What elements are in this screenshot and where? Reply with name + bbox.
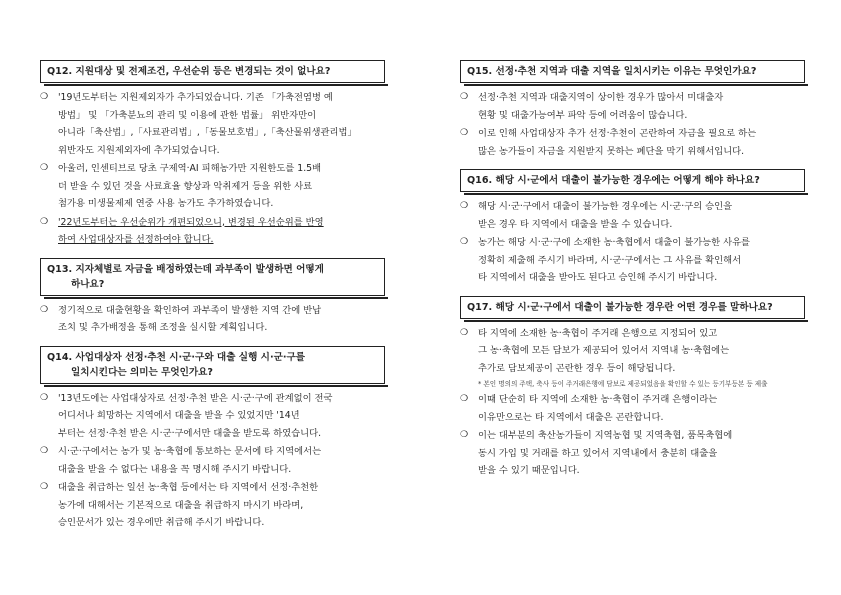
answer-line: 그 농·축협에 모든 담보가 제공되어 있어서 지역내 농·축협에는 xyxy=(478,345,730,356)
answer-line: ❍ 시·군·구에서는 농가 및 농·축협에 통보하는 문서에 타 지역에서는 xyxy=(58,446,322,457)
right-column xyxy=(460,60,805,489)
question-text: 하나요? xyxy=(71,278,105,290)
answer-line: 현황 및 대출가능여부 파악 등에 어려움이 많습니다. xyxy=(478,109,688,121)
question-text: Q16. 해당 시·군에서 대출이 불가능한 경우에는 어떻게 해야 하나요? xyxy=(467,175,760,186)
answer-line: ❍ 이는 대부분의 축산농가들이 지역농협 및 지역축협, 품목축협에 xyxy=(478,430,733,441)
answer-line: ❍ 아울러, 인센티브로 당초 구제역·AI 피해농가만 지원한도를 1.5배 xyxy=(58,163,322,174)
answer-line: ❍ 선정·추천 지역과 대출지역이 상이한 경우가 많아서 미대출자 xyxy=(478,92,724,103)
answer-line: ❍ 해당 시·군·구에서 대출이 불가능한 경우에는 시·군·구의 승인을 xyxy=(478,201,733,212)
answer-line: 조치 및 추가배정을 통해 조정을 실시할 계획입니다. xyxy=(58,322,268,333)
answer-line: 정확히 제출해 주시기 바라며, 시·군·구에서는 그 사유를 확인해서 xyxy=(478,254,742,266)
question-heading xyxy=(460,296,805,319)
question-heading xyxy=(460,169,805,192)
answer-line: ❍ '19년도부터는 지원제외자가 추가되었습니다. 기존 「가축전염병 예 xyxy=(58,92,333,103)
answer-bullet xyxy=(40,160,385,213)
answer-line: 하여 사업대상자를 선정하여야 합니다. xyxy=(58,234,214,245)
question-heading xyxy=(40,258,385,296)
answer-bullet xyxy=(460,234,805,287)
answer-line: ❍ 타 지역에 소재한 농·축협이 주거래 은행으로 지정되어 있고 xyxy=(478,327,718,339)
answer-line: ❍ 이로 인해 사업대상자 추가 선정·추천이 곤란하여 자금을 필요로 하는 xyxy=(478,128,757,139)
answer-bullet xyxy=(40,479,385,532)
left-column xyxy=(40,60,385,541)
answer-line: 많은 농가들이 자금을 지원받지 못하는 폐단을 막기 위해서입니다. xyxy=(478,145,745,157)
answer-bullet xyxy=(460,89,805,124)
answer-bullet xyxy=(460,125,805,160)
question-text: Q13. 지자체별로 자금을 배정하였는데 과부족이 발생하면 어떻게 xyxy=(47,263,324,275)
answer-bullet xyxy=(460,391,805,426)
question-heading xyxy=(460,60,805,83)
answer-bullet xyxy=(460,325,805,378)
answer-line: ❍ 정기적으로 대출현황을 확인하여 과부족이 발생한 지역 간에 반납 xyxy=(58,304,322,316)
answer-line: 방법」 및 「가축분뇨의 관리 및 이용에 관한 법률」 위반자만이 xyxy=(58,109,317,121)
answer-bullet xyxy=(40,302,385,337)
question-text: Q14. 사업대상자 선정·추천 시·군·구와 대출 실행 시·군·구를 xyxy=(47,351,306,363)
answer-line: ❍ '13년도에는 사업대상자로 선정·추천 받은 시·군·구에 관계없이 전국 xyxy=(58,392,333,404)
answer-line: ❍ 농가는 해당 시·군·구에 소재한 농·축협에서 대출이 불가능한 사유를 xyxy=(478,237,751,248)
answer-line: 어디서나 희망하는 지역에서 대출을 받을 수 있었지만 '14년 xyxy=(58,410,300,421)
question-text: Q12. 지원대상 및 전제조건, 우선순위 등은 변경되는 것이 없나요? xyxy=(47,66,331,77)
answer-line: 위반자도 지원제외자에 추가되었습니다. xyxy=(58,144,220,156)
answer-line: 농가에 대해서는 기본적으로 대출을 취급하지 마시기 바라며, xyxy=(58,499,304,511)
answer-line: ❍ 이때 단순히 타 지역에 소재한 농·축협이 주거래 은행이라는 xyxy=(478,394,718,405)
answer-line: 이유만으로는 타 지역에서 대출은 곤란합니다. xyxy=(478,411,664,423)
question-text: Q17. 해당 시·군·구에서 대출이 불가능한 경우란 어떤 경우를 말하나요? xyxy=(467,301,773,313)
question-heading xyxy=(40,346,385,384)
answer-line: 받은 경우 타 지역에서 대출을 받을 수 있습니다. xyxy=(478,218,673,230)
answer-line: 부터는 선정·추천 받은 시·군·구에서만 대출을 받도록 하였습니다. xyxy=(58,427,322,439)
answer-line: 받을 수 있기 때문입니다. xyxy=(478,465,580,476)
answer-line: 더 받을 수 있던 것을 사료효율 향상과 악취제거 등을 위한 사료 xyxy=(58,180,313,192)
answer-line: 첨가용 미생물제제 연중 사용 농가도 추가하였습니다. xyxy=(58,198,274,209)
footnote: * 본인 명의의 주택, 축사 등이 주거래은행에 담보로 제공되었음을 확인할 수 있는 등기부등본 등 제출 xyxy=(478,380,768,388)
answer-line: 동시 가입 및 거래를 하고 있어서 지역내에서 충분히 대출을 xyxy=(478,447,718,459)
answer-bullet xyxy=(460,427,805,480)
answer-bullet xyxy=(460,198,805,233)
question-text: Q15. 선정·추천 지역과 대출 지역을 일치시키는 이유는 무엇인가요? xyxy=(467,66,757,77)
answer-bullet xyxy=(40,89,385,159)
answer-line: 타 지역에서 대출을 받아도 된다고 승인해 주시기 바랍니다. xyxy=(478,272,718,283)
answer-bullet xyxy=(40,214,385,249)
question-heading xyxy=(40,60,385,83)
answer-line: 대출을 받을 수 없다는 내용을 꼭 명시해 주시기 바랍니다. xyxy=(58,463,292,475)
answer-line: ❍ '22년도부터는 우선순위가 개편되었으니, 변경된 우선순위를 반영 xyxy=(58,216,324,228)
answer-bullet xyxy=(40,443,385,478)
answer-line: 추가로 담보제공이 곤란한 경우 등이 해당됩니다. xyxy=(478,362,676,374)
question-text: 일치시킨다는 의미는 무엇인가요? xyxy=(71,366,213,378)
answer-line: 아니라「축산법」,「사료관리법」,「동물보호법」,「축산물위생관리법」 xyxy=(58,127,357,138)
answer-bullet xyxy=(40,390,385,443)
answer-line: 승인문서가 있는 경우에만 취급해 주시기 바랍니다. xyxy=(58,517,265,528)
answer-line: ❍ 대출을 취급하는 일선 농·축협 등에서는 타 지역에서 선정·추천한 xyxy=(58,482,319,493)
